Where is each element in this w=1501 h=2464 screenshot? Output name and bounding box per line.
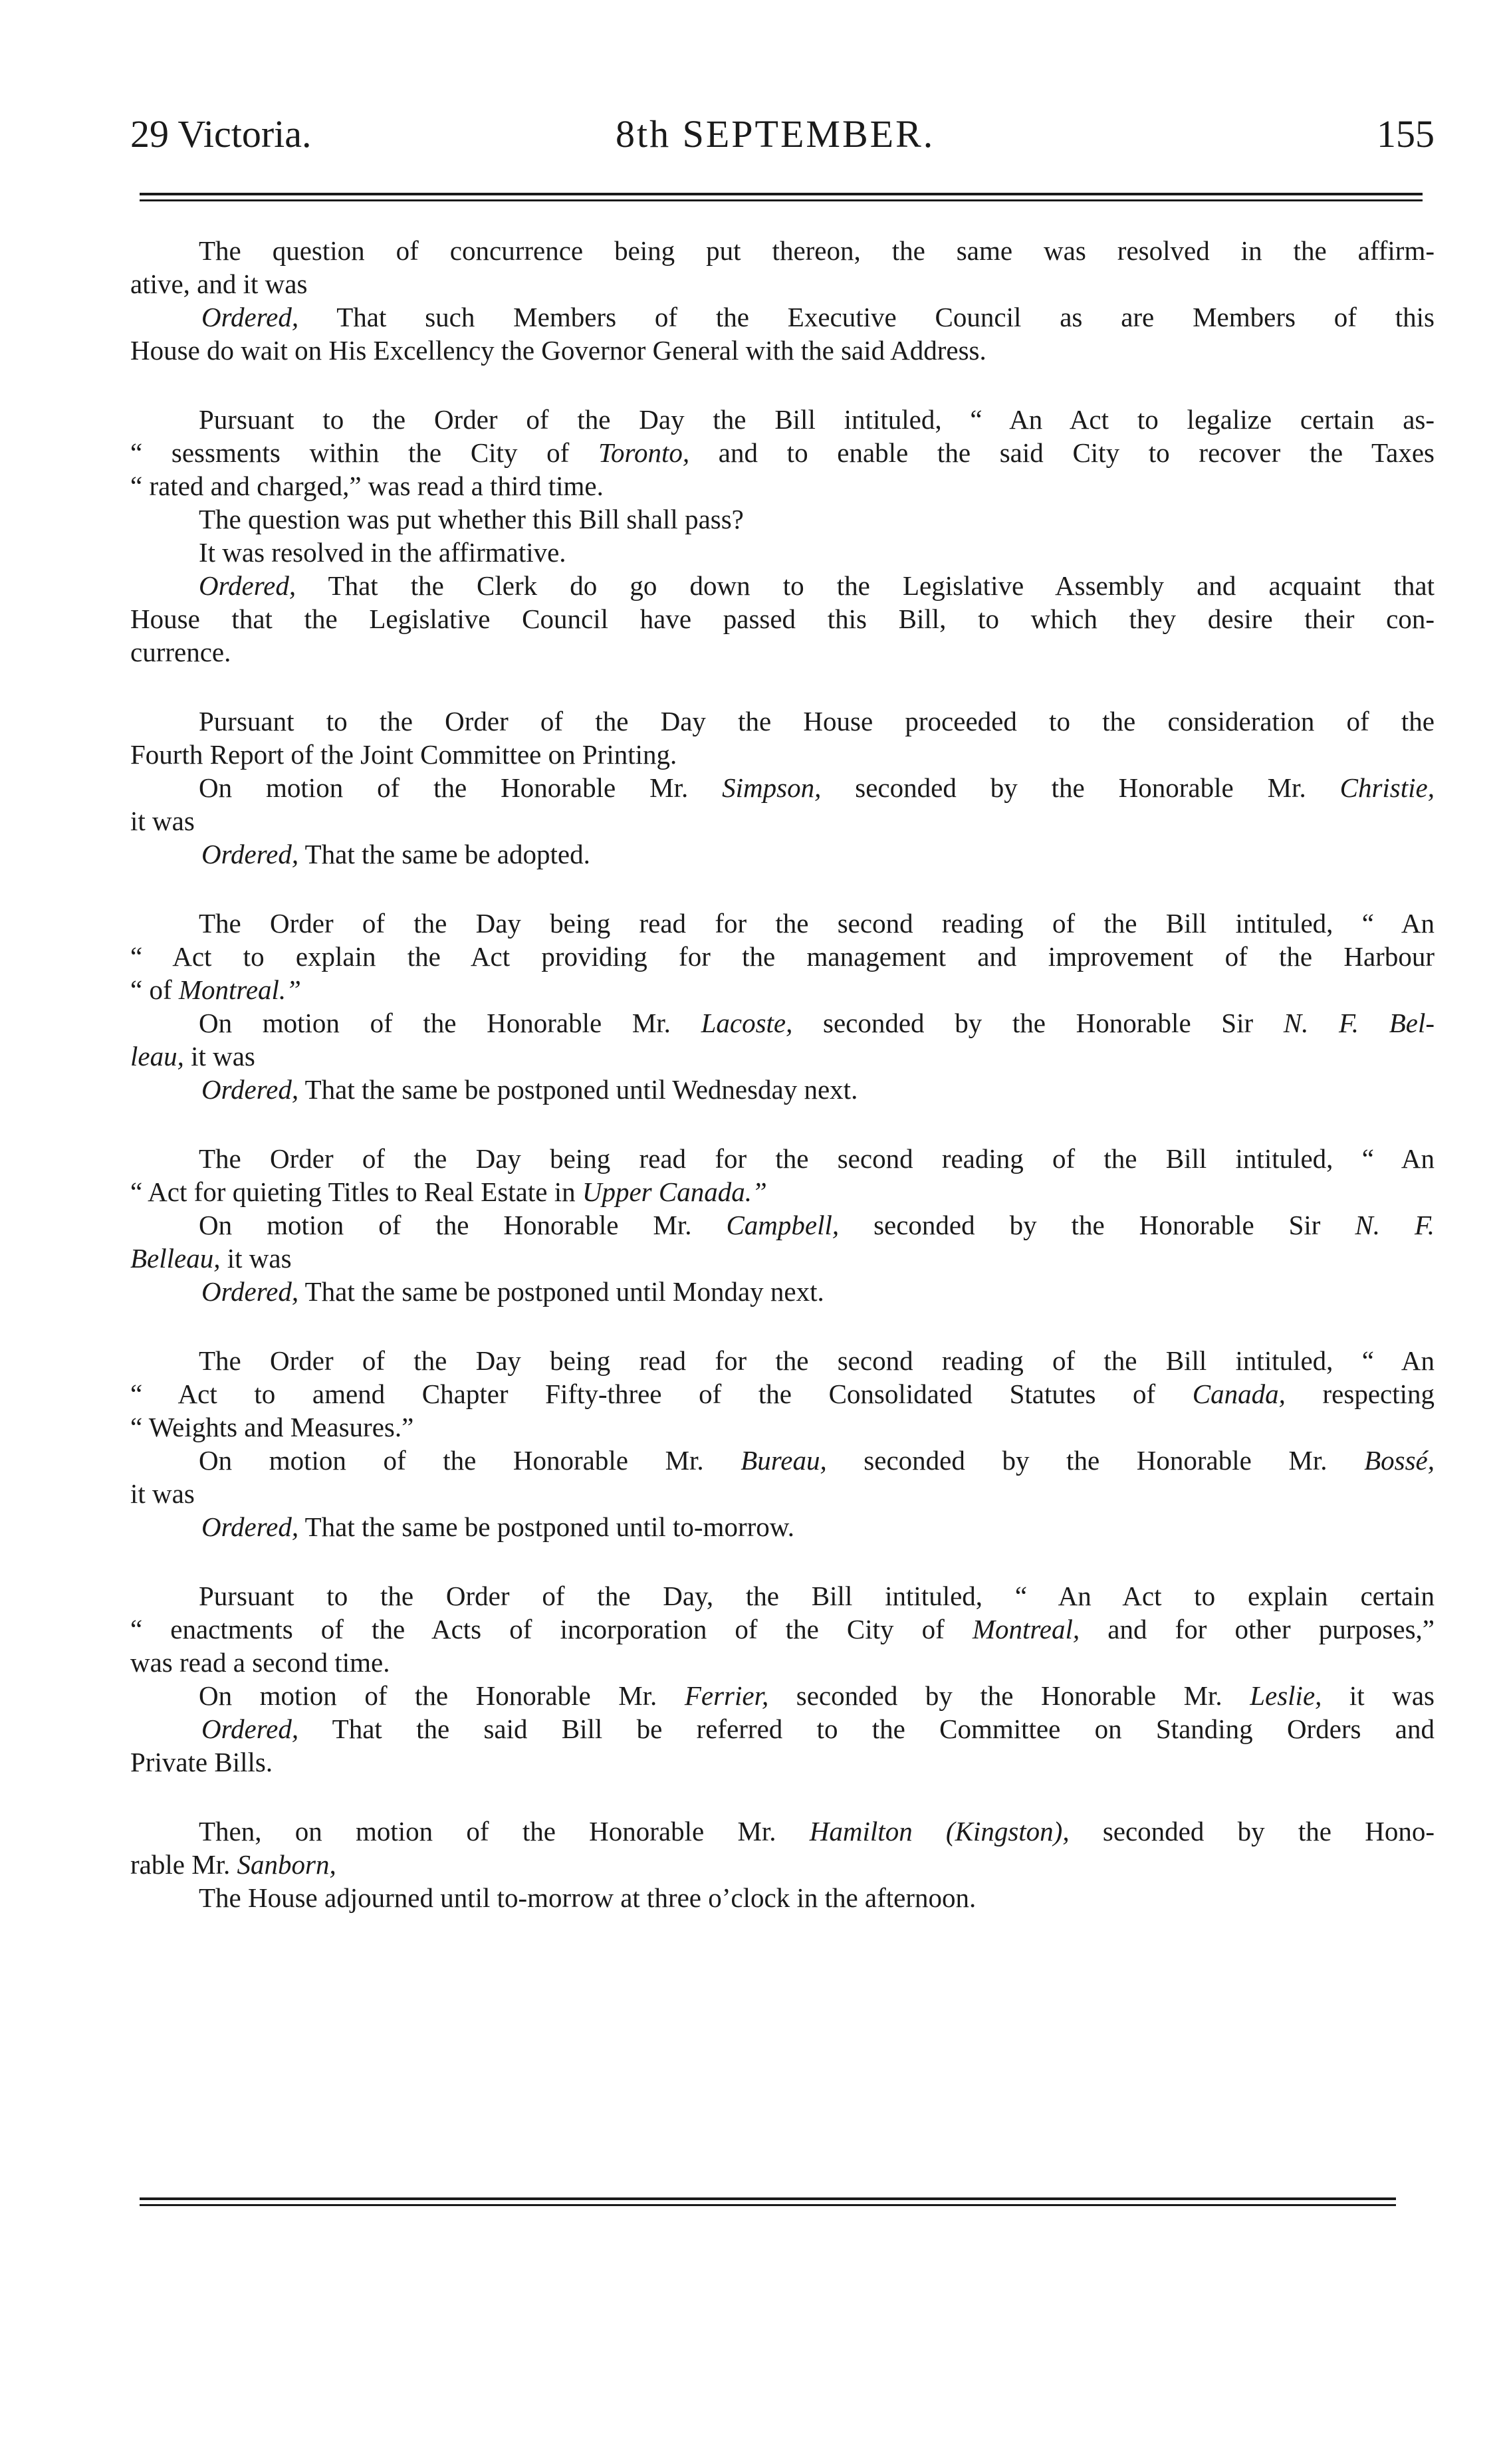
text-line: “ Weights and Measures.” bbox=[130, 1412, 414, 1442]
text-fragment: seconded by the Honorable Mr. bbox=[821, 772, 1340, 803]
text-line: House do wait on His Excellency the Governor General with the said Address. bbox=[130, 335, 986, 366]
text-line: it was bbox=[130, 1478, 195, 1509]
text-fragment: That the said Bill be referred to the Committee on Standing Orders and bbox=[298, 1714, 1435, 1744]
text-fragment: Christie, bbox=[1339, 772, 1435, 803]
paragraph-montreal-incorporation bbox=[130, 1579, 1435, 1779]
text-line: Pursuant to the Order of the Day, the Bill intituled, “ An Act to explain certain bbox=[199, 1581, 1435, 1611]
page-number: 155 bbox=[1377, 112, 1435, 156]
paragraph-upper-canada-titles bbox=[130, 1142, 1435, 1308]
text-fragment: Campbell, bbox=[726, 1210, 840, 1240]
text-line: The House adjourned until to-morrow at three o’clock in the afternoon. bbox=[199, 1882, 977, 1913]
text-line: Fourth Report of the Joint Committee on Printing. bbox=[130, 739, 677, 770]
text-fragment: On motion of the Honorable Mr. bbox=[199, 1680, 685, 1711]
text-line: it was bbox=[130, 806, 195, 836]
paragraph-concurrence bbox=[130, 234, 1435, 367]
text-fragment: Ferrier, bbox=[684, 1680, 769, 1711]
text-line bbox=[130, 1275, 1435, 1308]
text-line bbox=[130, 1242, 1435, 1275]
text-line: House that the Legislative Council have passed this Bill, to which they desire their con- bbox=[130, 604, 1435, 634]
text-fragment: That the same be postponed until Monday next. bbox=[298, 1276, 824, 1307]
text-line bbox=[130, 1848, 1435, 1881]
text-line bbox=[130, 436, 1435, 469]
text-fragment: On motion of the Honorable Mr. bbox=[199, 1210, 727, 1240]
text-line bbox=[130, 1175, 1435, 1208]
text-line: The Order of the Day being read for the second reading of the Bill intituled, “ An bbox=[199, 1143, 1435, 1174]
header-rule bbox=[140, 193, 1423, 205]
text-line: The Order of the Day being read for the second reading of the Bill intituled, “ An bbox=[199, 908, 1435, 939]
text-fragment: “ Act for quieting Titles to Real Estate in bbox=[130, 1176, 582, 1207]
text-fragment: Then, on motion of the Honorable Mr. bbox=[199, 1816, 810, 1847]
text-fragment: Sanborn, bbox=[237, 1849, 336, 1880]
text-fragment: respecting bbox=[1285, 1379, 1435, 1409]
text-line bbox=[130, 1712, 1435, 1745]
paragraph-toronto-bill bbox=[130, 403, 1435, 669]
ordered-label: Ordered, bbox=[199, 570, 296, 601]
text-fragment: Montreal.” bbox=[178, 974, 301, 1005]
text-line bbox=[130, 1444, 1435, 1477]
ordered-label: Ordered, bbox=[201, 839, 299, 869]
text-line bbox=[130, 1040, 1435, 1073]
text-line: currence. bbox=[130, 637, 231, 667]
text-fragment: N. F. Bel- bbox=[1283, 1008, 1435, 1038]
text-fragment: On motion of the Honorable Mr. bbox=[199, 1445, 741, 1476]
text-fragment: On motion of the Honorable Mr. bbox=[199, 772, 723, 803]
footer-rule bbox=[140, 2197, 1396, 2210]
text-fragment: “ sessments within the City of bbox=[130, 437, 598, 468]
text-fragment: That the Clerk do go down to the Legislative Assembly and acquaint that bbox=[296, 570, 1435, 601]
text-fragment: Hamilton (Kingston), bbox=[809, 1816, 1070, 1847]
text-fragment: rable Mr. bbox=[130, 1849, 237, 1880]
text-fragment: seconded by the Honorable Sir bbox=[839, 1210, 1355, 1240]
text-line: ative, and it was bbox=[130, 269, 308, 299]
text-line: The Order of the Day being read for the second reading of the Bill intituled, “ An bbox=[199, 1345, 1435, 1376]
ordered-label: Ordered, bbox=[201, 1276, 299, 1307]
ordered-label: Ordered, bbox=[201, 302, 299, 332]
text-fragment: it was bbox=[183, 1041, 255, 1071]
paragraph-adjournment bbox=[130, 1815, 1435, 1914]
paragraph-weights-measures bbox=[130, 1344, 1435, 1543]
text-fragment: That the same be adopted. bbox=[298, 839, 590, 869]
header-session: 29 Victoria. bbox=[130, 112, 312, 156]
text-line bbox=[130, 1377, 1435, 1410]
text-fragment: Toronto, bbox=[598, 437, 690, 468]
text-line bbox=[130, 1679, 1435, 1712]
text-fragment: “ enactments of the Acts of incorporation of the City of bbox=[130, 1614, 973, 1644]
text-line bbox=[130, 973, 1435, 1006]
text-line: Private Bills. bbox=[130, 1747, 273, 1777]
text-line bbox=[130, 1613, 1435, 1646]
text-fragment: seconded by the Honorable Mr. bbox=[768, 1680, 1250, 1711]
running-header bbox=[130, 112, 1435, 171]
text-line: Pursuant to the Order of the Day the Bill intituled, “ An Act to legalize certain as- bbox=[199, 404, 1435, 435]
text-fragment: Canada, bbox=[1192, 1379, 1286, 1409]
text-fragment: seconded by the Honorable Mr. bbox=[826, 1445, 1365, 1476]
text-fragment: leau, bbox=[130, 1041, 184, 1071]
text-fragment: N. F. bbox=[1355, 1210, 1435, 1240]
text-fragment: seconded by the Honorable Sir bbox=[792, 1008, 1284, 1038]
text-fragment: “ of bbox=[130, 974, 179, 1005]
text-fragment: Simpson, bbox=[722, 772, 822, 803]
text-line: The question of concurrence being put thereon, the same was resolved in the affirm- bbox=[199, 235, 1435, 266]
ordered-label: Ordered, bbox=[201, 1512, 299, 1542]
text-fragment: Montreal, bbox=[972, 1614, 1080, 1644]
text-fragment: seconded by the Hono- bbox=[1069, 1816, 1435, 1847]
text-line: Pursuant to the Order of the Day the House proceeded to the consideration of the bbox=[199, 706, 1435, 736]
text-fragment: Belleau, bbox=[130, 1243, 221, 1274]
text-line: “ rated and charged,” was read a third time. bbox=[130, 471, 604, 501]
text-fragment: it was bbox=[220, 1243, 292, 1274]
text-fragment: “ Act to amend Chapter Fifty-three of the Consolidated Statutes of bbox=[130, 1379, 1193, 1409]
paragraph-printing-report bbox=[130, 705, 1435, 871]
text-line bbox=[130, 300, 1435, 334]
text-fragment: That the same be postponed until to-morrow. bbox=[298, 1512, 794, 1542]
header-date: 8th SEPTEMBER. bbox=[616, 112, 935, 156]
text-line: The question was put whether this Bill shall pass? bbox=[199, 504, 744, 534]
ordered-label: Ordered, bbox=[201, 1714, 299, 1744]
text-line: was read a second time. bbox=[130, 1647, 390, 1678]
text-fragment: it was bbox=[1322, 1680, 1435, 1711]
text-line: “ Act to explain the Act providing for the management and improvement of the Harbour bbox=[130, 941, 1435, 972]
text-line bbox=[130, 1073, 1435, 1106]
text-line bbox=[130, 1006, 1435, 1040]
text-line bbox=[130, 1208, 1435, 1242]
text-line bbox=[130, 1815, 1435, 1848]
text-fragment: Upper Canada.” bbox=[582, 1176, 767, 1207]
text-fragment: Leslie, bbox=[1250, 1680, 1322, 1711]
text-fragment: Bureau, bbox=[741, 1445, 827, 1476]
text-line bbox=[130, 771, 1435, 804]
text-fragment: Lacoste, bbox=[701, 1008, 793, 1038]
text-fragment: and to enable the said City to recover the Taxes bbox=[689, 437, 1435, 468]
journal-text bbox=[130, 234, 1435, 1950]
text-fragment: That the same be postponed until Wednesday next. bbox=[298, 1074, 858, 1105]
text-fragment: and for other purposes,” bbox=[1080, 1614, 1435, 1644]
text-line bbox=[130, 838, 1435, 871]
text-fragment: That such Members of the Executive Council as are Members of this bbox=[298, 302, 1435, 332]
ordered-label: Ordered, bbox=[201, 1074, 299, 1105]
text-line bbox=[130, 569, 1435, 602]
text-line: It was resolved in the affirmative. bbox=[199, 537, 566, 568]
text-fragment: On motion of the Honorable Mr. bbox=[199, 1008, 701, 1038]
paragraph-montreal-harbour bbox=[130, 907, 1435, 1106]
text-fragment: Bossé, bbox=[1364, 1445, 1435, 1476]
text-line bbox=[130, 1510, 1435, 1543]
